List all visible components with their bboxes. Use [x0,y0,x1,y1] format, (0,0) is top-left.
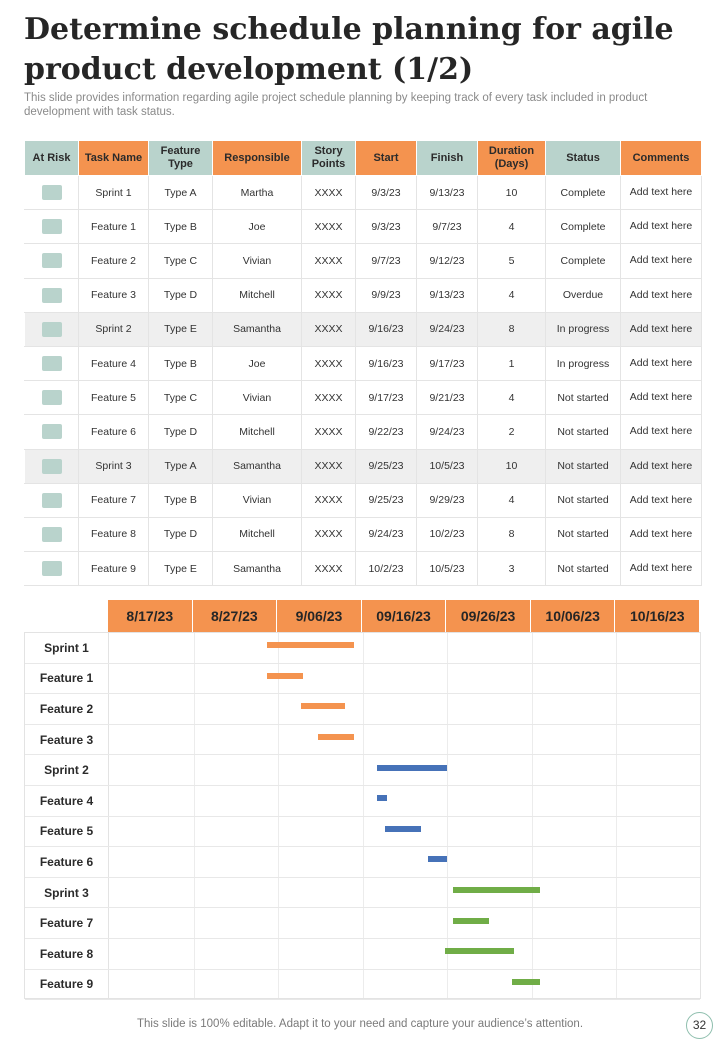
schedule-table [24,140,702,586]
gantt-row [25,755,700,786]
gantt-row [25,878,700,909]
at-risk-cell [25,552,79,586]
task-cell: Feature 6 [79,415,149,449]
finish-cell: 9/24/23 [417,312,478,346]
responsible-cell: Martha [213,176,302,210]
gantt-bar [377,765,447,771]
points-cell: XXXX [302,552,356,586]
at-risk-cell [25,517,79,551]
comment-cell: Add text here [621,176,702,210]
start-cell: 9/25/23 [356,483,417,517]
column-header: Finish [417,141,478,176]
task-cell: Feature 8 [79,517,149,551]
gantt-task-label: Feature 8 [25,939,109,969]
table-row [25,483,702,517]
at-risk-cell [25,176,79,210]
table-row [25,381,702,415]
at-risk-checkbox[interactable] [42,356,62,371]
at-risk-checkbox[interactable] [42,527,62,542]
finish-cell: 9/24/23 [417,415,478,449]
start-cell: 9/9/23 [356,278,417,312]
duration-cell: 4 [478,381,546,415]
finish-cell: 9/21/23 [417,381,478,415]
duration-cell: 10 [478,176,546,210]
type-cell: Type A [149,449,213,483]
start-cell: 9/3/23 [356,176,417,210]
at-risk-checkbox[interactable] [42,322,62,337]
table-row [25,346,702,380]
status-cell: Complete [546,176,621,210]
type-cell: Type C [149,244,213,278]
start-cell: 9/7/23 [356,244,417,278]
duration-cell: 10 [478,449,546,483]
responsible-cell: Joe [213,346,302,380]
at-risk-cell [25,346,79,380]
gantt-task-label: Sprint 3 [25,878,109,908]
comment-cell: Add text here [621,517,702,551]
table-row [25,278,702,312]
gantt-task-label: Sprint 1 [25,633,109,663]
responsible-cell: Samantha [213,312,302,346]
type-cell: Type C [149,381,213,415]
column-header: Start [356,141,417,176]
task-cell: Feature 3 [79,278,149,312]
gantt-bar [445,948,515,954]
column-header: Duration (Days) [478,141,546,176]
finish-cell: 10/5/23 [417,552,478,586]
status-cell: In progress [546,312,621,346]
gantt-bar [385,826,421,832]
gantt-bar [267,642,354,648]
type-cell: Type B [149,210,213,244]
gantt-row [25,664,700,695]
points-cell: XXXX [302,381,356,415]
table-row [25,176,702,210]
comment-cell: Add text here [621,381,702,415]
task-cell: Feature 1 [79,210,149,244]
comment-cell: Add text here [621,483,702,517]
responsible-cell: Mitchell [213,278,302,312]
points-cell: XXXX [302,483,356,517]
task-cell: Sprint 1 [79,176,149,210]
task-cell: Feature 9 [79,552,149,586]
points-cell: XXXX [302,176,356,210]
points-cell: XXXX [302,210,356,244]
points-cell: XXXX [302,517,356,551]
comment-cell: Add text here [621,278,702,312]
at-risk-cell [25,210,79,244]
table-row [25,415,702,449]
footer-note: This slide is 100% editable. Adapt it to your need and capture your audience’s attention. [136,1018,584,1030]
gantt-date-label: 8/17/23 [108,600,193,632]
duration-cell: 3 [478,552,546,586]
responsible-cell: Vivian [213,244,302,278]
points-cell: XXXX [302,346,356,380]
status-cell: Complete [546,244,621,278]
status-cell: Not started [546,483,621,517]
gantt-date-label: 9/06/23 [277,600,362,632]
gantt-bar [428,856,447,862]
task-cell: Sprint 2 [79,312,149,346]
start-cell: 9/3/23 [356,210,417,244]
at-risk-checkbox[interactable] [42,561,62,576]
column-header: Comments [621,141,702,176]
duration-cell: 4 [478,483,546,517]
start-cell: 9/24/23 [356,517,417,551]
table-row [25,552,702,586]
gantt-chart [24,600,701,1000]
column-header: Responsible [213,141,302,176]
comment-cell: Add text here [621,244,702,278]
column-header: At Risk [25,141,79,176]
points-cell: XXXX [302,278,356,312]
gantt-task-label: Feature 5 [25,817,109,847]
points-cell: XXXX [302,449,356,483]
gantt-row [25,970,700,1001]
finish-cell: 10/2/23 [417,517,478,551]
finish-cell: 9/29/23 [417,483,478,517]
status-cell: Not started [546,552,621,586]
gantt-task-label: Sprint 2 [25,755,109,785]
responsible-cell: Joe [213,210,302,244]
duration-cell: 4 [478,278,546,312]
page-number: 32 [686,1012,713,1039]
page-subtitle: This slide provides information regarding agile project schedule planning by keeping track of every task included in product development with task status. [24,92,648,118]
gantt-task-label: Feature 3 [25,725,109,755]
at-risk-cell [25,449,79,483]
at-risk-checkbox[interactable] [42,493,62,508]
at-risk-cell [25,483,79,517]
start-cell: 9/16/23 [356,346,417,380]
gantt-row [25,908,700,939]
at-risk-checkbox[interactable] [42,219,62,234]
start-cell: 9/16/23 [356,312,417,346]
start-cell: 10/2/23 [356,552,417,586]
table-row [25,517,702,551]
column-header: Feature Type [149,141,213,176]
finish-cell: 10/5/23 [417,449,478,483]
gantt-row [25,694,700,725]
at-risk-checkbox[interactable] [42,185,62,200]
type-cell: Type D [149,415,213,449]
task-cell: Sprint 3 [79,449,149,483]
comment-cell: Add text here [621,346,702,380]
task-cell: Feature 5 [79,381,149,415]
table-row [25,210,702,244]
at-risk-cell [25,312,79,346]
column-header: Status [546,141,621,176]
table-row [25,449,702,483]
table-body [25,176,702,586]
at-risk-cell [25,415,79,449]
gantt-date-label: 09/26/23 [446,600,531,632]
responsible-cell: Mitchell [213,415,302,449]
duration-cell: 2 [478,415,546,449]
at-risk-cell [25,278,79,312]
gantt-row [25,817,700,848]
duration-cell: 1 [478,346,546,380]
table-header-row [25,141,702,176]
comment-cell: Add text here [621,210,702,244]
gantt-task-label: Feature 6 [25,847,109,877]
points-cell: XXXX [302,312,356,346]
task-cell: Feature 7 [79,483,149,517]
gantt-task-label: Feature 9 [25,970,109,1000]
finish-cell: 9/17/23 [417,346,478,380]
points-cell: XXXX [302,415,356,449]
gantt-row [25,725,700,756]
at-risk-checkbox[interactable] [42,424,62,439]
at-risk-checkbox[interactable] [42,253,62,268]
finish-cell: 9/13/23 [417,278,478,312]
at-risk-cell [25,244,79,278]
column-header: Task Name [79,141,149,176]
comment-cell: Add text here [621,552,702,586]
task-cell: Feature 4 [79,346,149,380]
gantt-task-label: Feature 4 [25,786,109,816]
gantt-row [25,786,700,817]
gantt-date-label: 10/06/23 [531,600,616,632]
duration-cell: 8 [478,312,546,346]
gantt-body [24,632,701,999]
at-risk-checkbox[interactable] [42,459,62,474]
gantt-bar [512,979,539,985]
gantt-date-label: 8/27/23 [193,600,278,632]
responsible-cell: Vivian [213,483,302,517]
gantt-date-label: 10/16/23 [615,600,700,632]
finish-cell: 9/7/23 [417,210,478,244]
gantt-task-label: Feature 1 [25,664,109,694]
gantt-row [25,633,700,664]
gantt-bar [377,795,387,801]
duration-cell: 5 [478,244,546,278]
gantt-task-label: Feature 7 [25,908,109,938]
status-cell: In progress [546,346,621,380]
table-row [25,244,702,278]
type-cell: Type B [149,483,213,517]
comment-cell: Add text here [621,415,702,449]
gantt-date-label: 09/16/23 [362,600,447,632]
duration-cell: 4 [478,210,546,244]
type-cell: Type D [149,278,213,312]
table-row [25,312,702,346]
gantt-bar [453,918,489,924]
status-cell: Not started [546,517,621,551]
type-cell: Type D [149,517,213,551]
at-risk-cell [25,381,79,415]
gantt-bar [301,703,345,709]
comment-cell: Add text here [621,449,702,483]
responsible-cell: Vivian [213,381,302,415]
gantt-row [25,847,700,878]
gantt-bar [453,887,540,893]
type-cell: Type E [149,312,213,346]
at-risk-checkbox[interactable] [42,288,62,303]
type-cell: Type E [149,552,213,586]
status-cell: Not started [546,449,621,483]
gantt-row [25,939,700,970]
page-title: Determine schedule planning for agile product development (1/2) [24,12,674,87]
gantt-task-label: Feature 2 [25,694,109,724]
column-header: Story Points [302,141,356,176]
start-cell: 9/17/23 [356,381,417,415]
start-cell: 9/25/23 [356,449,417,483]
task-cell: Feature 2 [79,244,149,278]
gantt-bar [267,673,303,679]
responsible-cell: Samantha [213,449,302,483]
finish-cell: 9/13/23 [417,176,478,210]
type-cell: Type B [149,346,213,380]
status-cell: Complete [546,210,621,244]
start-cell: 9/22/23 [356,415,417,449]
gantt-bar [318,734,354,740]
at-risk-checkbox[interactable] [42,390,62,405]
comment-cell: Add text here [621,312,702,346]
points-cell: XXXX [302,244,356,278]
finish-cell: 9/12/23 [417,244,478,278]
type-cell: Type A [149,176,213,210]
gantt-date-header [108,600,700,632]
responsible-cell: Mitchell [213,517,302,551]
duration-cell: 8 [478,517,546,551]
status-cell: Not started [546,415,621,449]
status-cell: Not started [546,381,621,415]
responsible-cell: Samantha [213,552,302,586]
status-cell: Overdue [546,278,621,312]
